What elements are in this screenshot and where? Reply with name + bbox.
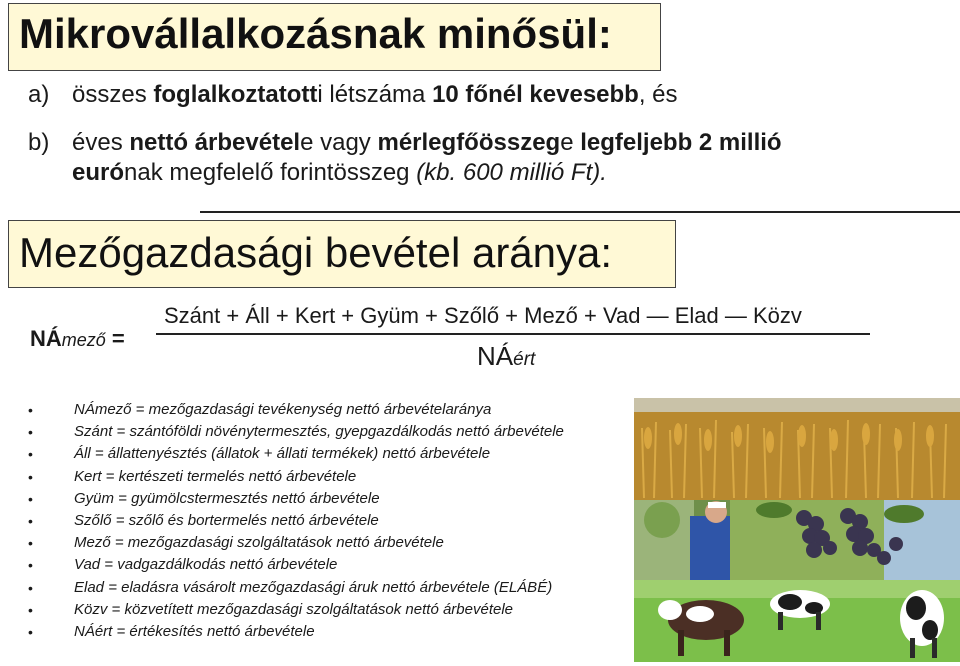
definition-text: Gyüm = gyümölcstermesztés nettó árbevétele bbox=[74, 489, 380, 507]
bullet-icon: • bbox=[28, 468, 33, 485]
formula-numerator: Szánt + Áll + Kert + Gyüm + Szőlő + Mező + Vad — Elad — Közv bbox=[164, 303, 802, 328]
item-a-text-4: 10 főnél kevesebb bbox=[432, 81, 639, 108]
definition-item bbox=[28, 443, 564, 465]
item-b-text-1: éves bbox=[72, 129, 130, 156]
definition-text: Vad = vadgazdálkodás nettó árbevétele bbox=[74, 556, 338, 574]
page-title: Mikrovállalkozásnak minősül: bbox=[19, 10, 612, 57]
item-b-text-9: (kb. 600 millió Ft). bbox=[416, 159, 607, 186]
definition-text: Szánt = szántóföldi növénytermesztés, gyepgazdálkodás nettó árbevétele bbox=[74, 423, 564, 441]
definition-item bbox=[28, 577, 564, 599]
bullet-icon: • bbox=[28, 535, 33, 552]
item-a-text-3: i létszáma bbox=[317, 81, 433, 108]
definition-text: Kert = kertészeti termelés nettó árbevétele bbox=[74, 467, 357, 485]
definition-item bbox=[28, 510, 564, 532]
formula-lhs-sub: mező bbox=[61, 330, 106, 350]
definition-text: NÁért = értékesítés nettó árbevétele bbox=[74, 622, 315, 640]
item-a-text-5: , és bbox=[638, 81, 678, 108]
item-b-text-3: e vagy bbox=[300, 129, 378, 156]
definition-item bbox=[28, 599, 564, 621]
item-b-text-2: nettó árbevétel bbox=[129, 129, 301, 156]
bullet-icon: • bbox=[28, 601, 33, 618]
title-box bbox=[8, 3, 661, 71]
bullet-icon: • bbox=[28, 424, 33, 441]
list-item-b bbox=[28, 128, 872, 188]
section-divider bbox=[200, 211, 960, 213]
definition-item bbox=[28, 532, 564, 554]
item-b-label: b) bbox=[28, 129, 50, 156]
definition-item bbox=[28, 421, 564, 443]
definition-item bbox=[28, 466, 564, 488]
bullet-icon: • bbox=[28, 557, 33, 574]
definitions-list bbox=[28, 399, 564, 643]
item-a-label: a) bbox=[28, 81, 50, 108]
definition-text: Áll = állattenyésztés (állatok + állati termékek) nettó árbevétele bbox=[74, 445, 491, 463]
bullet-icon: • bbox=[28, 490, 33, 507]
bullet-icon: • bbox=[28, 512, 33, 529]
definition-text: Elad = eladásra vásárolt mezőgazdasági áruk nettó árbevétele (ELÁBÉ) bbox=[74, 578, 553, 596]
fraction-line bbox=[156, 333, 870, 335]
formula-denominator bbox=[477, 341, 535, 372]
item-b-text-4: mérlegfőösszeg bbox=[377, 129, 561, 156]
formula-lhs bbox=[30, 326, 125, 352]
formula-den-sub: ért bbox=[513, 349, 536, 370]
formula-eq: = bbox=[105, 326, 125, 351]
definition-item bbox=[28, 554, 564, 576]
bullet-icon: • bbox=[28, 402, 33, 418]
bullet-icon: • bbox=[28, 446, 33, 463]
definition-text: Mező = mezőgazdasági szolgáltatások nettó árbevétele bbox=[74, 534, 444, 552]
formula-den-main: NÁ bbox=[477, 341, 514, 371]
farm-photo-collage bbox=[634, 398, 960, 662]
definition-item bbox=[28, 399, 564, 421]
formula-lhs-main: NÁ bbox=[30, 326, 62, 351]
item-b-text-6: legfeljebb 2 millió bbox=[580, 129, 782, 156]
section-title-box bbox=[8, 220, 676, 288]
item-b-text-7: euró bbox=[72, 159, 125, 186]
definition-item bbox=[28, 621, 564, 643]
item-a-text-2: foglalkoztatott bbox=[153, 81, 318, 108]
definition-text: Közv = közvetített mezőgazdasági szolgáltatások nettó árbevétele bbox=[74, 600, 514, 618]
item-b-text-8: nak megfelelő forintösszeg bbox=[124, 159, 417, 186]
bullet-icon: • bbox=[28, 579, 33, 596]
list-item-a bbox=[28, 80, 872, 110]
section-title: Mezőgazdasági bevétel aránya: bbox=[19, 229, 613, 276]
definition-text: NÁmező = mezőgazdasági tevékenység nettó árbevételaránya bbox=[74, 401, 492, 418]
bullet-icon: • bbox=[28, 623, 33, 640]
definition-text: Szőlő = szőlő és bortermelés nettó árbevétele bbox=[74, 511, 379, 529]
item-b-text-5: e bbox=[560, 129, 581, 156]
definition-item bbox=[28, 488, 564, 510]
item-a-text-1: összes bbox=[72, 81, 154, 108]
